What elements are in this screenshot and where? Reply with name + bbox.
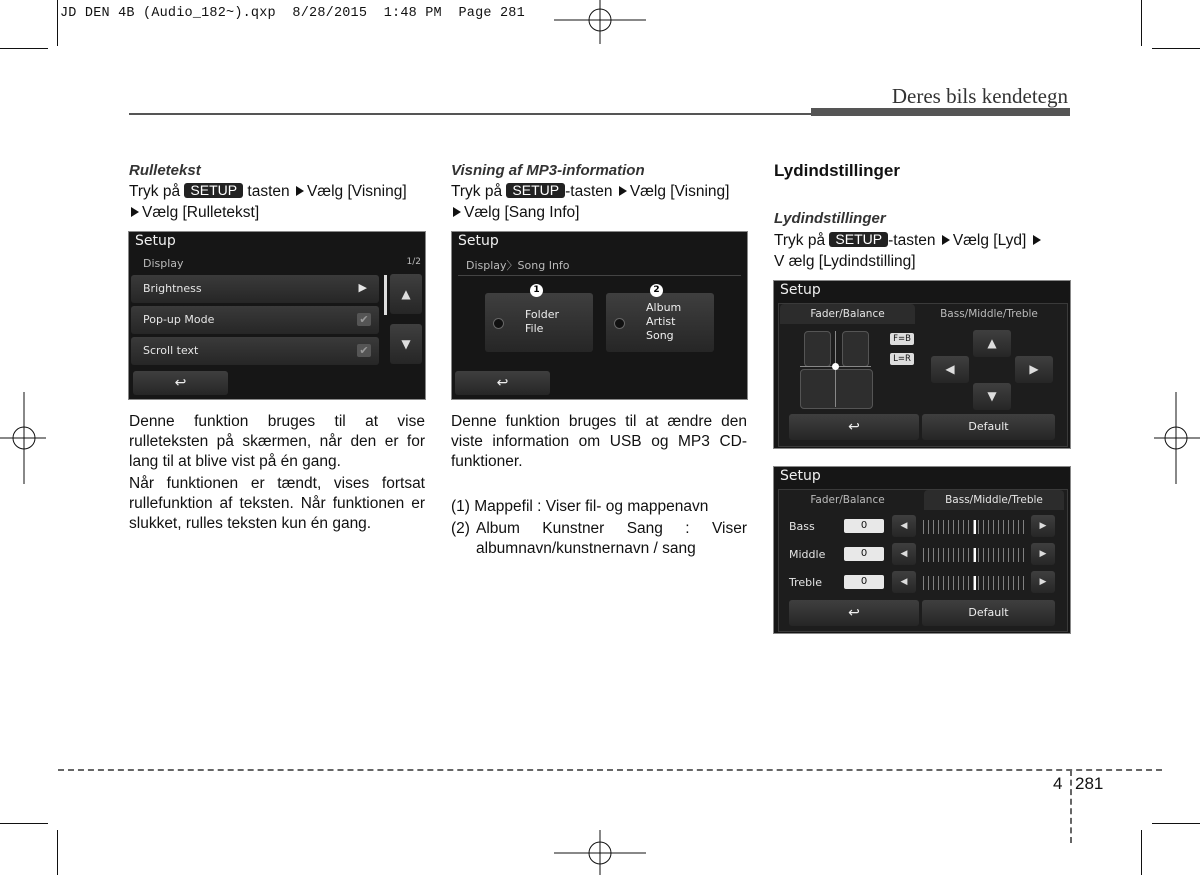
list-number: (1) [451,498,470,515]
option-line: Song [646,329,674,342]
registration-mark-right [1154,392,1200,484]
fader-equal-badge: F=B [890,333,914,345]
seat-rear-icon [800,369,873,409]
fader-up-button[interactable]: ▲ [973,330,1011,357]
instruction-text: tasten [247,183,290,200]
option-line: File [525,322,544,335]
crop-mark [57,0,58,46]
menu-row-popup-mode[interactable] [131,306,379,334]
callout-number-1: 1 [530,284,543,297]
middle-increase-button[interactable]: ▶ [1031,543,1055,565]
arrow-right-icon [453,207,461,217]
crop-mark [1141,830,1142,875]
instruction-text: Vælg [Visning] [306,183,407,200]
list-text: Mappefil : Viser fil- og mappenavn [474,498,709,515]
scroll-up-button[interactable]: ▲ [390,274,422,314]
fader-balance-screen [773,280,1071,449]
scrollbar-thumb[interactable] [384,275,387,315]
header-rule-bar [811,108,1070,116]
list-text: albumnavn/kunstnernavn / sang [476,540,696,557]
balance-left-button[interactable]: ◀ [931,356,969,383]
radio-icon [493,318,504,329]
subheading-mp3-info: Visning af MP3-information [451,162,645,179]
setup-key-badge: SETUP [829,232,888,247]
instruction-text: -tasten [565,183,613,200]
option-album-artist-song[interactable] [606,293,714,352]
menu-row-label: Brightness [143,282,202,295]
bass-decrease-button[interactable]: ◀ [892,515,916,537]
instruction-line [129,203,259,224]
print-slug: JD DEN 4B (Audio_182~).qxp 8/28/2015 1:48 PM Page 281 [60,6,525,21]
checkbox-icon[interactable]: ✔ [357,313,371,326]
body-text-line: rullefunktion af teksten. Når funktionen er [129,495,425,512]
instruction-line [451,203,579,224]
registration-mark-left [0,392,46,484]
setup-key-badge: SETUP [506,183,565,198]
radio-icon [614,318,625,329]
balance-point-marker[interactable] [832,363,839,370]
setup-display-screen [128,231,426,400]
balance-equal-badge: L=R [890,353,914,365]
body-text-line: Denne funktion bruges til at vise [129,413,425,430]
middle-slider-thumb[interactable] [974,548,976,562]
eq-label-middle: Middle [789,548,826,561]
menu-row-label: Pop-up Mode [143,313,215,326]
bass-slider-thumb[interactable] [974,520,976,534]
list-item [451,497,708,518]
bass-middle-treble-screen [773,466,1071,634]
menu-row-brightness[interactable] [131,275,379,303]
eq-value-bass: 0 [844,519,884,533]
fader-down-button[interactable]: ▼ [973,383,1011,410]
crop-mark [0,48,48,49]
option-label [525,308,559,336]
bass-increase-button[interactable]: ▶ [1031,515,1055,537]
seat-front-right-icon [842,331,869,367]
eq-value-treble: 0 [844,575,884,589]
list-text: Album Kunstner Sang : Viser [476,520,747,537]
body-text-line: slukket, rulles teksten kun én gang. [129,515,372,532]
back-button[interactable]: ↩ [789,600,919,626]
chapter-number: 4 [1053,774,1063,793]
instruction-text: V ælg [Lydindstilling] [774,253,916,270]
instruction-text: Vælg [Rulletekst] [142,204,260,221]
option-line: Folder [525,308,559,321]
back-button[interactable]: ↩ [133,371,228,395]
footer-divider [1070,770,1072,843]
song-info-screen [451,231,748,400]
screen-breadcrumb: Display〉Song Info [466,259,570,272]
option-line: Album [646,301,682,314]
default-button[interactable]: Default [922,600,1055,626]
body-text-line: rulleteksten på skærmen, når den er for [129,433,425,450]
crop-mark [0,823,48,824]
screen-title: Setup [780,468,821,484]
instruction-line [451,182,729,203]
treble-decrease-button[interactable]: ◀ [892,571,916,593]
body-text-line: Denne funktion bruges til at ændre den [451,413,747,430]
instruction-text: Vælg [Lyd] [952,232,1027,249]
scroll-down-button[interactable]: ▼ [390,324,422,364]
subheading-lydindstillinger: Lydindstillinger [774,210,886,227]
screen-subtitle: Display [143,257,184,270]
divider [458,275,741,276]
default-button[interactable]: Default [922,414,1055,440]
page-header-title: Deres bils kendetegn [891,84,1068,108]
instruction-text: Vælg [Visning] [629,183,730,200]
list-number: (2) [451,520,470,537]
eq-value-middle: 0 [844,547,884,561]
tab-bass-middle-treble[interactable]: Bass/Middle/Treble [924,490,1064,510]
screen-title: Setup [458,233,499,249]
instruction-line [129,182,407,203]
instruction-text: Vælg [Sang Info] [464,204,580,221]
option-folder-file[interactable] [485,293,593,352]
instruction-line [774,231,1044,252]
body-text-line: lang til at blive vist på én gang. [129,453,341,470]
treble-slider-thumb[interactable] [974,576,976,590]
tab-fader-balance[interactable]: Fader/Balance [780,304,915,324]
checkbox-icon[interactable]: ✔ [357,344,371,357]
body-text-line: funktioner. [451,453,523,470]
page-indicator: 1/2 [406,257,421,267]
middle-decrease-button[interactable]: ◀ [892,543,916,565]
play-arrow-icon: ▶ [358,281,367,294]
registration-mark-top [554,0,646,46]
crop-mark [1141,0,1142,46]
screen-title: Setup [135,233,176,249]
setup-key-badge: SETUP [184,183,243,198]
arrow-right-icon [1033,235,1041,245]
instruction-text: Tryk på [451,183,503,200]
callout-number-2: 2 [650,284,663,297]
menu-row-label: Scroll text [143,344,199,357]
arrow-right-icon [296,186,304,196]
arrow-right-icon [619,186,627,196]
back-button[interactable]: ↩ [455,371,550,395]
crop-mark [1152,48,1200,49]
arrow-right-icon [942,235,950,245]
crop-mark [1152,823,1200,824]
instruction-text: Tryk på [129,183,181,200]
header-rule [129,113,811,115]
instruction-text: -tasten [888,232,936,249]
crop-mark [57,830,58,875]
option-label [646,301,681,343]
eq-label-bass: Bass [789,520,815,533]
back-button[interactable]: ↩ [789,414,919,440]
footer-rule [58,769,1162,771]
arrow-right-icon [131,207,139,217]
body-text-line: viste information om USB og MP3 CD- [451,433,747,450]
menu-row-scroll-text[interactable] [131,337,379,365]
option-line: Artist [646,315,676,328]
body-text-line: Når funktionen er tændt, vises fortsat [129,475,425,492]
balance-right-button[interactable]: ▶ [1015,356,1053,383]
screen-title: Setup [780,282,821,298]
registration-mark-bottom [554,830,646,875]
subheading-rulletekst: Rulletekst [129,162,201,179]
tab-fader-balance[interactable]: Fader/Balance [810,494,885,506]
eq-label-treble: Treble [789,576,822,589]
section-heading: Lydindstillinger [774,161,900,180]
seat-front-left-icon [804,331,831,367]
tab-bass-middle-treble[interactable]: Bass/Middle/Treble [940,308,1038,320]
instruction-text: Tryk på [774,232,826,249]
treble-increase-button[interactable]: ▶ [1031,571,1055,593]
page-number: 281 [1075,774,1104,793]
